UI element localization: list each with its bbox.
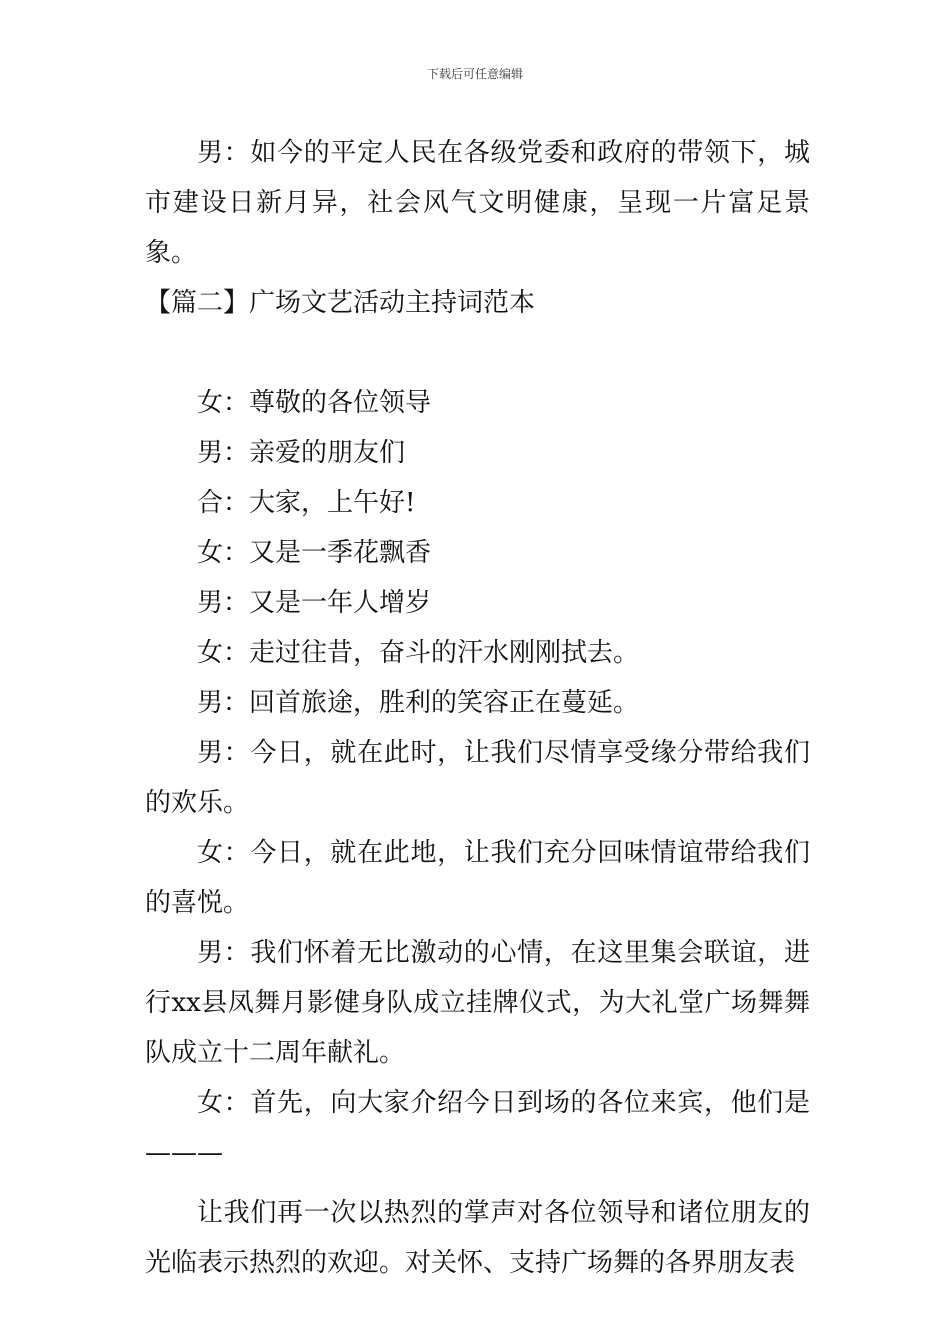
dialogue-line: 男：今日，就在此时，让我们尽情享受缘分带给我们的欢乐。 xyxy=(145,738,810,818)
dialogue-line: 合：大家，上午好! xyxy=(197,488,416,518)
paragraph-spacer xyxy=(145,1178,810,1188)
dialogue-line: 女：首先，向大家介绍今日到场的各位来宾，他们是——— xyxy=(145,1088,810,1168)
dialogue-line: 女：今日，就在此地，让我们充分回味情谊带给我们的喜悦。 xyxy=(145,838,810,918)
document-body xyxy=(145,128,810,1288)
page-header-note: 下载后可任意编辑 xyxy=(426,67,523,81)
dialogue-line: 男：回首旅途，胜利的笑容正在蔓延。 xyxy=(197,688,640,718)
intro-paragraph: 男：如今的平定人民在各级党委和政府的带领下，城市建设日新月异，社会风气文明健康，呈现一片富足景象。 xyxy=(145,138,810,268)
closing-paragraph: 让我们再一次以热烈的掌声对各位领导和诸位朋友的光临表示热烈的欢迎。对关怀、支持广场舞的各界朋友表 xyxy=(145,1198,810,1278)
section-spacer xyxy=(145,328,810,378)
dialogue-line: 女：走过往昔，奋斗的汗水刚刚拭去。 xyxy=(197,638,640,668)
dialogue-line: 男：我们怀着无比激动的心情，在这里集会联谊，进行xx县凤舞月影健身队成立挂牌仪式，为大礼堂广场舞舞队成立十二周年献礼。 xyxy=(145,938,810,1068)
dialogue-line: 女：又是一季花飘香 xyxy=(197,538,432,568)
dialogue-line: 男：亲爱的朋友们 xyxy=(197,438,406,468)
dialogue-line: 男：又是一年人增岁 xyxy=(197,588,432,618)
section-title: 【篇二】广场文艺活动主持词范本 xyxy=(145,288,536,318)
dialogue-line: 女：尊敬的各位领导 xyxy=(197,388,432,418)
